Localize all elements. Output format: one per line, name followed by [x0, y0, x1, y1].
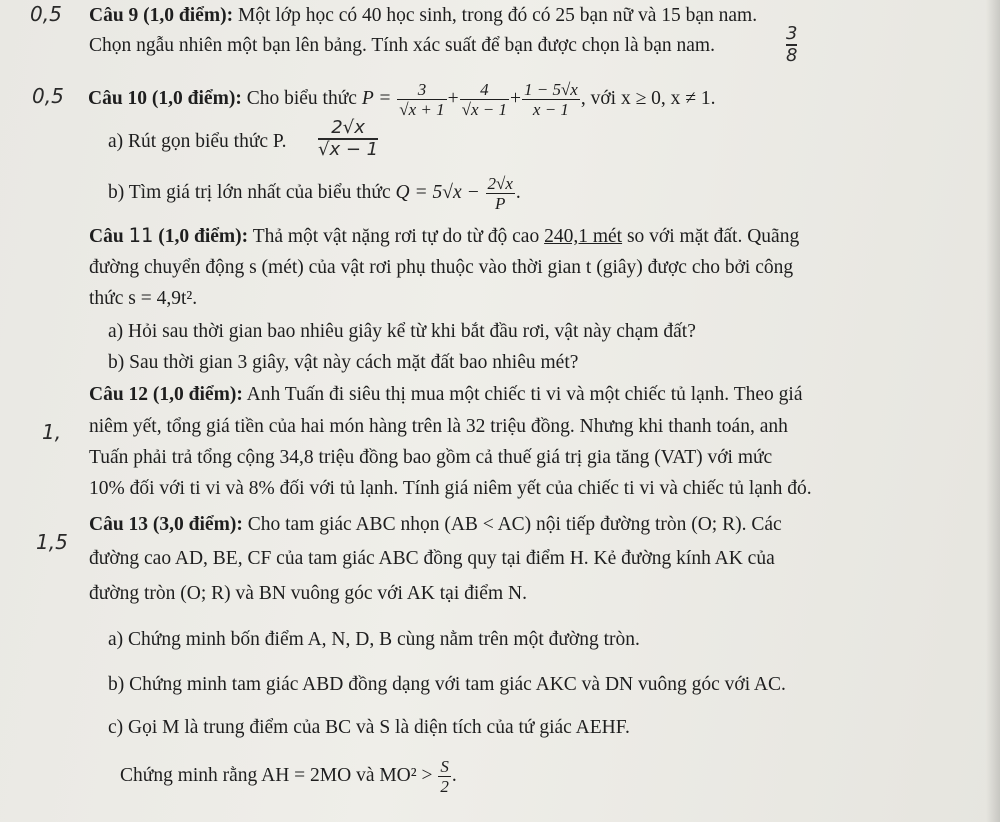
q11-part-b: b) Sau thời gian 3 giây, vật này cách mặt đất bao nhiêu mét? — [108, 352, 579, 373]
q13-label: Câu 13 (3,0 điểm): — [89, 514, 243, 535]
q13-part-a: a) Chứng minh bốn điểm A, N, D, B cùng nằm trên một đường tròn. — [108, 629, 640, 650]
q10-part-b: b) Tìm giá trị lớn nhất của biểu thức Q = 5√x − $\frac{2√x}{P}$ . — [108, 174, 521, 214]
q12-line-4: 10% đối với ti vi và 8% đối với tủ lạnh. Tính giá niêm yết của chiếc ti vi và chiếc tủ lạnh đó. — [89, 478, 812, 499]
q10-term-2: $\frac{4}{√x - 1}$ — [461, 80, 507, 120]
page-edge-shadow — [986, 0, 1000, 822]
q11-line-2: đường chuyển động s (mét) của vật rơi phụ thuộc vào thời gian t (giây) được cho bởi công — [89, 257, 794, 278]
q12-line-1: Câu 12 (1,0 điểm): Anh Tuấn đi siêu thị mua một chiếc ti vi và một chiếc tủ lạnh. Theo giá — [89, 384, 803, 405]
handwritten-score-q9: 0,5 — [30, 2, 62, 26]
q11-line-3: thức s = 4,9t². — [89, 288, 198, 309]
q13-part-c: c) Gọi M là trung điểm của BC và S là diện tích của tứ giác AEHF. — [108, 717, 630, 738]
q10-term-3: $\frac{1 - 5√x}{x - 1}$ — [524, 80, 578, 120]
q10-b-fraction: $\frac{2√x}{P}$ — [487, 174, 513, 214]
q10-condition: , với x ≥ 0, x ≠ 1. — [580, 88, 716, 109]
q13-part-c-statement: Chứng minh rằng AH = 2MO và MO² > $\frac{S}{2}$ . — [120, 757, 457, 797]
handwritten-answer-q9: $\frac{3}{8}$ — [786, 23, 798, 66]
handwritten-score-q13: 1,5 — [36, 530, 68, 554]
q10-intro: Cho biểu thức — [241, 88, 362, 109]
q11-label: Câu 11 (1,0 điểm): — [89, 224, 249, 247]
q11-height-value: 240,1 mét — [544, 226, 623, 247]
q10-part-a: a) Rút gọn biểu thức P. — [108, 131, 287, 152]
q12-line-2: niêm yết, tổng giá tiền của hai món hàng trên là 32 triệu đồng. Nhưng khi thanh toán, anh — [89, 416, 788, 437]
q11-line-1: Câu 11 (1,0 điểm): Thả một vật nặng rơi tự do từ độ cao 240,1 mét so với mặt đất. Quãng — [89, 224, 800, 247]
handwritten-score-q10: 0,5 — [32, 84, 64, 108]
q12-label: Câu 12 (1,0 điểm): — [89, 384, 243, 405]
q9-line-2 — [89, 34, 715, 58]
q13-line-3: đường tròn (O; R) và BN vuông góc với AK tại điểm N. — [89, 583, 527, 604]
handwritten-answer-q10a: $\frac{2√x}{√x - 1}$ — [318, 117, 379, 160]
q9-label: Câu 9 (1,0 điểm): — [89, 5, 234, 26]
q9-line-1 — [89, 4, 757, 28]
handwritten-score-q12: 1, — [42, 420, 62, 444]
q13-line-1: Câu 13 (3,0 điểm): Cho tam giác ABC nhọn (AB < AC) nội tiếp đường tròn (O; R). Các — [89, 514, 782, 535]
q13-line-2: đường cao AD, BE, CF của tam giác ABC đồng quy tại điểm H. Kẻ đường kính AK của — [89, 548, 775, 569]
q9-text-1: Một lớp học có 40 học sinh, trong đó có 25 bạn nữ và 15 bạn nam. — [233, 5, 758, 26]
q12-line-3: Tuấn phải trả tổng cộng 34,8 triệu đồng bao gồm cả thuế giá trị gia tăng (VAT) với mức — [89, 447, 773, 468]
q10-term-1: $\frac{3}{√x + 1}$ — [399, 80, 445, 120]
q10-formula-p: P = — [361, 88, 392, 109]
q13-part-b: b) Chứng minh tam giác ABD đồng dạng với tam giác AKC và DN vuông góc với AC. — [108, 674, 786, 695]
q13-s-over-2: $\frac{S}{2}$ — [440, 757, 449, 797]
q11-part-a: a) Hỏi sau thời gian bao nhiêu giây kể từ khi bắt đầu rơi, vật này chạm đất? — [108, 321, 696, 342]
q9-text-2: Chọn ngẫu nhiên một bạn lên bảng. Tính xác suất để bạn được chọn là bạn nam. — [89, 35, 715, 56]
q10-line-1: Câu 10 (1,0 điểm): Cho biểu thức P = $\frac{3}{√x + 1}$ + $\frac{4}{√x - 1}$ + $\frac{1 - 5√x}{x - 1}$ , với x ≥ 0, x ≠ 1. — [88, 80, 716, 120]
q10-label: Câu 10 (1,0 điểm): — [88, 88, 242, 109]
